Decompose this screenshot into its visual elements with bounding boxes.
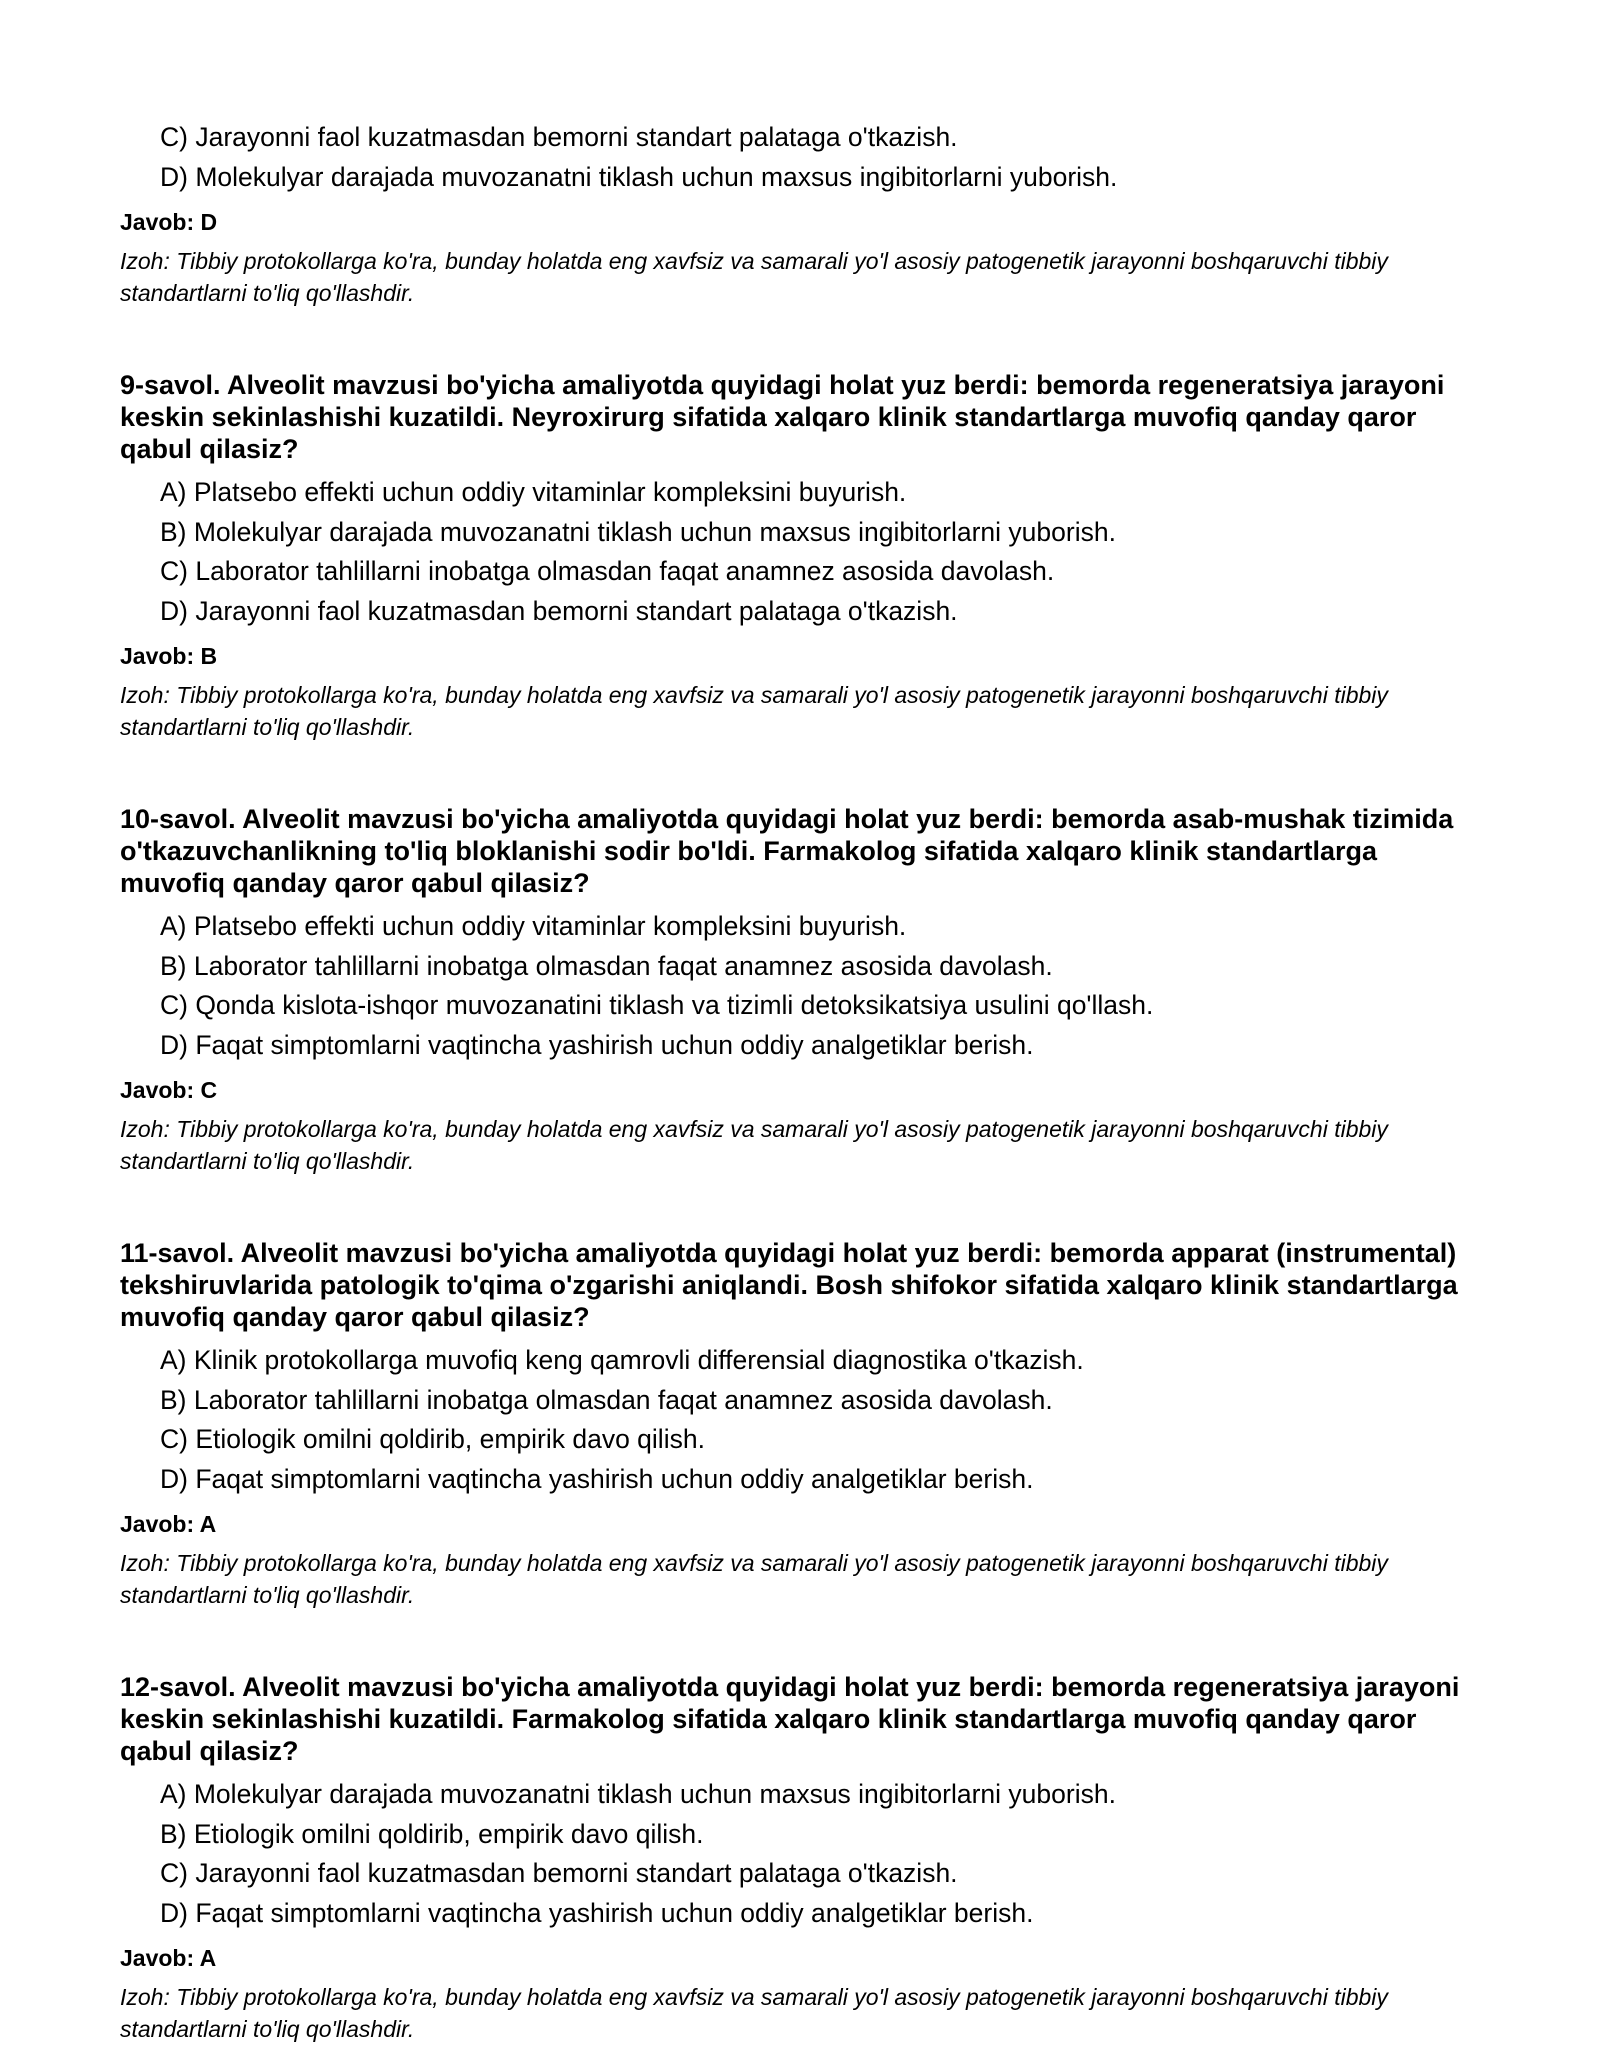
option-list [120, 907, 1480, 1065]
question-text: 9-savol. Alveolit mavzusi bo'yicha amaliyotda quyidagi holat yuz berdi: bemorda regeneratsiya jarayoni keskin sekinlashishi kuzatildi. Neyroxirurg sifatida xalqaro klinik standartlarga muvofiq qanday qaror qabul qilasiz? [120, 370, 1445, 464]
option-list [120, 118, 1480, 197]
answer-label: Javob: D [120, 209, 218, 235]
option-b: B) Etiologik omilni qoldirib, empirik davo qilish. [160, 1818, 704, 1849]
option-list [120, 1341, 1480, 1499]
option-a: A) Molekulyar darajada muvozanatni tiklash uchun maxsus ingibitorlarni yuborish. [160, 1779, 1116, 1809]
question-block-12 [120, 1671, 1480, 2045]
option-d: D) Faqat simptomlarni vaqtincha yashirish uchun oddiy analgetiklar berish. [160, 1897, 1034, 1928]
option-d: D) Jarayonni faol kuzatmasdan bemorni standart palataga o'tkazish. [160, 595, 958, 626]
question-block-9 [120, 369, 1480, 743]
option-b: B) Laborator tahlillarni inobatga olmasdan faqat anamnez asosida davolash. [160, 950, 1053, 981]
option-d: D) Faqat simptomlarni vaqtincha yashirish uchun oddiy analgetiklar berish. [160, 1029, 1034, 1060]
option-list [120, 1775, 1480, 1933]
question-block-11 [120, 1237, 1480, 1611]
question-block-10 [120, 803, 1480, 1177]
question-text: 10-savol. Alveolit mavzusi bo'yicha amaliyotda quyidagi holat yuz berdi: bemorda asab-mushak tizimida o'tkazuvchanlikning to'liq bloklanishi sodir bo'ldi. Farmakolog sifatida xalqaro klinik standartlarga muvofiq qanday qaror qabul qilasiz? [120, 804, 1454, 898]
option-a: A) Platsebo effekti uchun oddiy vitaminlar kompleksini buyurish. [160, 911, 907, 941]
explanation-note: Izoh: Tibbiy protokollarga ko'ra, bunday holatda eng xavfsiz va samarali yo'l asosiy patogenetik jarayonni boshqaruvchi tibbiy standartlarni to'liq qo'llashdir. [120, 1550, 1388, 1608]
option-c: C) Jarayonni faol kuzatmasdan bemorni standart palataga o'tkazish. [160, 1858, 958, 1888]
question-text: 12-savol. Alveolit mavzusi bo'yicha amaliyotda quyidagi holat yuz berdi: bemorda regeneratsiya jarayoni keskin sekinlashishi kuzatildi. Farmakolog sifatida xalqaro klinik standartlarga muvofiq qanday qaror qabul qilasiz? [120, 1672, 1460, 1766]
answer-label: Javob: C [120, 1077, 218, 1103]
option-a: A) Klinik protokollarga muvofiq keng qamrovli differensial diagnostika o'tkazish. [160, 1345, 1084, 1375]
answer-label: Javob: B [120, 643, 218, 669]
answer-label: Javob: A [120, 1945, 217, 1971]
option-b: B) Laborator tahlillarni inobatga olmasdan faqat anamnez asosida davolash. [160, 1384, 1053, 1415]
answer-label: Javob: A [120, 1511, 217, 1537]
option-c: C) Etiologik omilni qoldirib, empirik davo qilish. [160, 1424, 705, 1454]
option-c: C) Laborator tahlillarni inobatga olmasdan faqat anamnez asosida davolash. [160, 556, 1055, 586]
option-b: B) Molekulyar darajada muvozanatni tiklash uchun maxsus ingibitorlarni yuborish. [160, 516, 1116, 547]
option-a: A) Platsebo effekti uchun oddiy vitaminlar kompleksini buyurish. [160, 477, 907, 507]
option-c: C) Jarayonni faol kuzatmasdan bemorni standart palataga o'tkazish. [160, 122, 958, 152]
explanation-note: Izoh: Tibbiy protokollarga ko'ra, bunday holatda eng xavfsiz va samarali yo'l asosiy patogenetik jarayonni boshqaruvchi tibbiy standartlarni to'liq qo'llashdir. [120, 682, 1388, 740]
option-d: D) Faqat simptomlarni vaqtincha yashirish uchun oddiy analgetiklar berish. [160, 1463, 1034, 1494]
explanation-note: Izoh: Tibbiy protokollarga ko'ra, bunday holatda eng xavfsiz va samarali yo'l asosiy patogenetik jarayonni boshqaruvchi tibbiy standartlarni to'liq qo'llashdir. [120, 1116, 1388, 1174]
option-d: D) Molekulyar darajada muvozanatni tiklash uchun maxsus ingibitorlarni yuborish. [160, 161, 1118, 192]
explanation-note: Izoh: Tibbiy protokollarga ko'ra, bunday holatda eng xavfsiz va samarali yo'l asosiy patogenetik jarayonni boshqaruvchi tibbiy standartlarni to'liq qo'llashdir. [120, 248, 1388, 306]
question-text: 11-savol. Alveolit mavzusi bo'yicha amaliyotda quyidagi holat yuz berdi: bemorda apparat (instrumental) tekshiruvlarida patologik to'qima o'zgarishi aniqlandi. Bosh shifokor sifatida xalqaro klinik standartlarga muvofiq qanday qaror qabul qilasiz? [120, 1238, 1458, 1332]
option-list [120, 473, 1480, 631]
option-c: C) Qonda kislota-ishqor muvozanatini tiklash va tizimli detoksikatsiya usulini qo'llash. [160, 990, 1154, 1020]
explanation-note: Izoh: Tibbiy protokollarga ko'ra, bunday holatda eng xavfsiz va samarali yo'l asosiy patogenetik jarayonni boshqaruvchi tibbiy standartlarni to'liq qo'llashdir. [120, 1984, 1388, 2042]
partial-question-block [120, 118, 1480, 309]
